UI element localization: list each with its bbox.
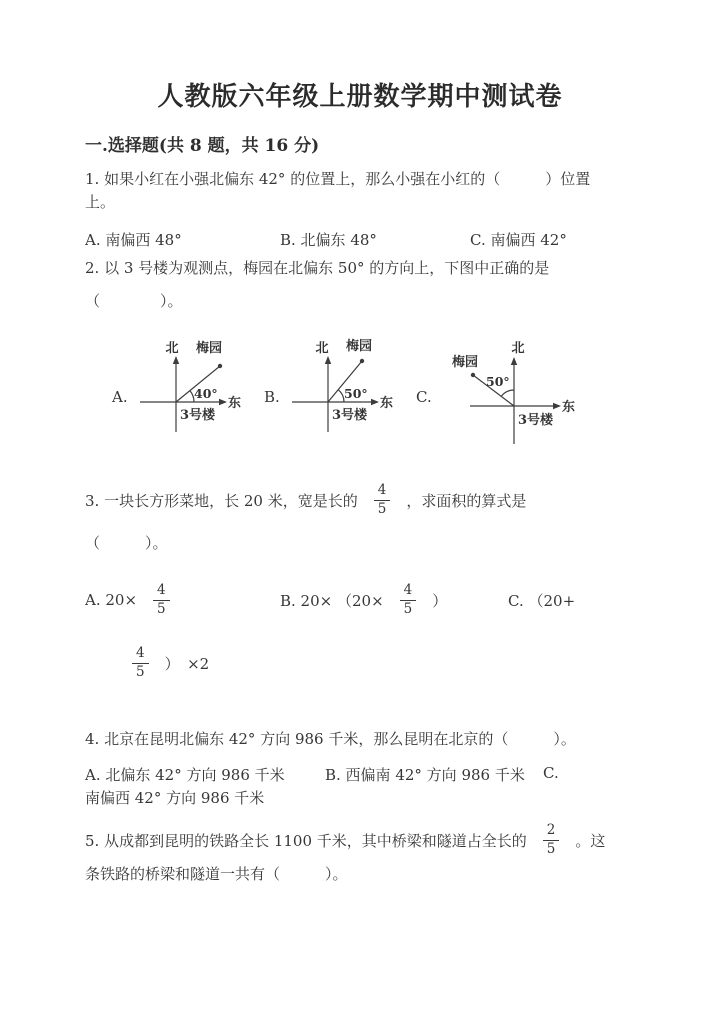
east-label: 东 [562, 400, 576, 415]
north-arrow-icon [173, 356, 179, 364]
q3-option-c-part1: C. （20+ [508, 591, 576, 610]
angle-label: 40° [194, 386, 218, 401]
q5-stem-post: 。这 [575, 831, 606, 850]
q2-stem-line2: （ ）。 [85, 292, 183, 310]
q4-option-c-label: C. [543, 764, 559, 782]
q3-option-a: A. 20× $\frac{4}{5}$ [85, 582, 186, 618]
diagram-c-label: C. [416, 388, 432, 406]
meiyuan-point [360, 359, 364, 363]
q1-option-a: A. 南偏西 48° [85, 231, 182, 249]
fraction-4-5 [374, 483, 391, 517]
fraction-denominator: 5 [377, 500, 387, 517]
q3-stem-post: ，求面积的算式是 [406, 491, 527, 510]
east-label: 东 [380, 396, 394, 411]
q4-stem: 4. 北京在昆明北偏东 42° 方向 986 千米，那么昆明在北京的（ ）。 [85, 730, 576, 748]
east-label: 东 [228, 396, 242, 411]
q1-option-c: C. 南偏西 42° [470, 231, 567, 249]
q5-stem-line1 [85, 822, 605, 858]
building-label: 3号楼 [518, 413, 554, 428]
q4-option-a: A. 北偏东 42° 方向 986 千米 [85, 766, 285, 784]
north-arrow-icon [325, 356, 331, 364]
q4-options [85, 763, 665, 811]
q4-option-b: B. 西偏南 42° 方向 986 千米 [325, 766, 525, 784]
q1-stem-line1: 1. 如果小红在小强北偏东 42° 的位置上，那么小强在小红的（ ）位置 [85, 170, 591, 188]
east-arrow-icon [553, 403, 561, 409]
q2-stem-line1: 2. 以 3 号楼为观测点，梅园在北偏东 50° 的方向上，下图中正确的是 [85, 259, 550, 277]
east-arrow-icon [371, 399, 379, 405]
q1-stem-line2: 上。 [85, 193, 116, 211]
q4-option-c-text: 南偏西 42° 方向 986 千米 [85, 789, 265, 807]
q1-option-b: B. 北偏东 48° [280, 231, 377, 249]
building-label: 3号楼 [332, 408, 368, 423]
section-heading: 一.选择题(共 8 题，共 16 分) [85, 136, 320, 156]
north-label: 北 [511, 341, 525, 356]
diagram-a-label: A. [112, 388, 128, 406]
meiyuan-label: 梅园 [346, 339, 373, 354]
north-label: 北 [165, 341, 179, 356]
direction-diagram-a [136, 336, 254, 458]
q1-options [85, 229, 645, 251]
meiyuan-point [471, 373, 475, 377]
angle-label: 50° [486, 374, 510, 389]
q3-stem-line2: （ ）。 [85, 534, 168, 552]
fraction-numerator: 4 [374, 483, 391, 501]
fraction-4-5: $\frac{4}{5}$ [132, 646, 149, 680]
page-title: 人教版六年级上册数学期中测试卷 [157, 82, 563, 112]
direction-diagram-c [440, 336, 576, 458]
direction-diagram-b [288, 336, 406, 458]
fraction-2-5 [543, 823, 560, 857]
q3-options [85, 582, 645, 692]
angle-label: 50° [344, 386, 368, 401]
q2-diagram-row [112, 336, 576, 458]
q3-option-c-part2: $\frac{4}{5}$ ） ×2 [132, 645, 209, 681]
meiyuan-label: 梅园 [452, 355, 479, 370]
q5-stem-line2: 条铁路的桥梁和隧道一共有（ ）。 [85, 865, 348, 883]
diagram-b-label: B. [264, 388, 280, 406]
meiyuan-label: 梅园 [196, 341, 223, 356]
north-label: 北 [315, 341, 329, 356]
fraction-numerator: 2 [543, 823, 560, 841]
fraction-denominator: 5 [546, 840, 556, 857]
fraction-4-5: $\frac{4}{5}$ [400, 583, 417, 617]
q5-stem-pre: 5. 从成都到昆明的铁路全长 1100 千米，其中桥梁和隧道占全长的 [85, 831, 527, 850]
building-label: 3号楼 [180, 408, 216, 423]
meiyuan-point [218, 364, 222, 368]
north-arrow-icon [511, 357, 517, 365]
q3-option-b: B. 20× （20× $\frac{4}{5}$ ） [280, 581, 448, 617]
east-arrow-icon [219, 399, 227, 405]
q3-stem-pre: 3. 一块长方形菜地，长 20 米，宽是长的 [85, 491, 358, 510]
q3-stem [85, 482, 526, 518]
fraction-4-5: $\frac{4}{5}$ [153, 583, 170, 617]
